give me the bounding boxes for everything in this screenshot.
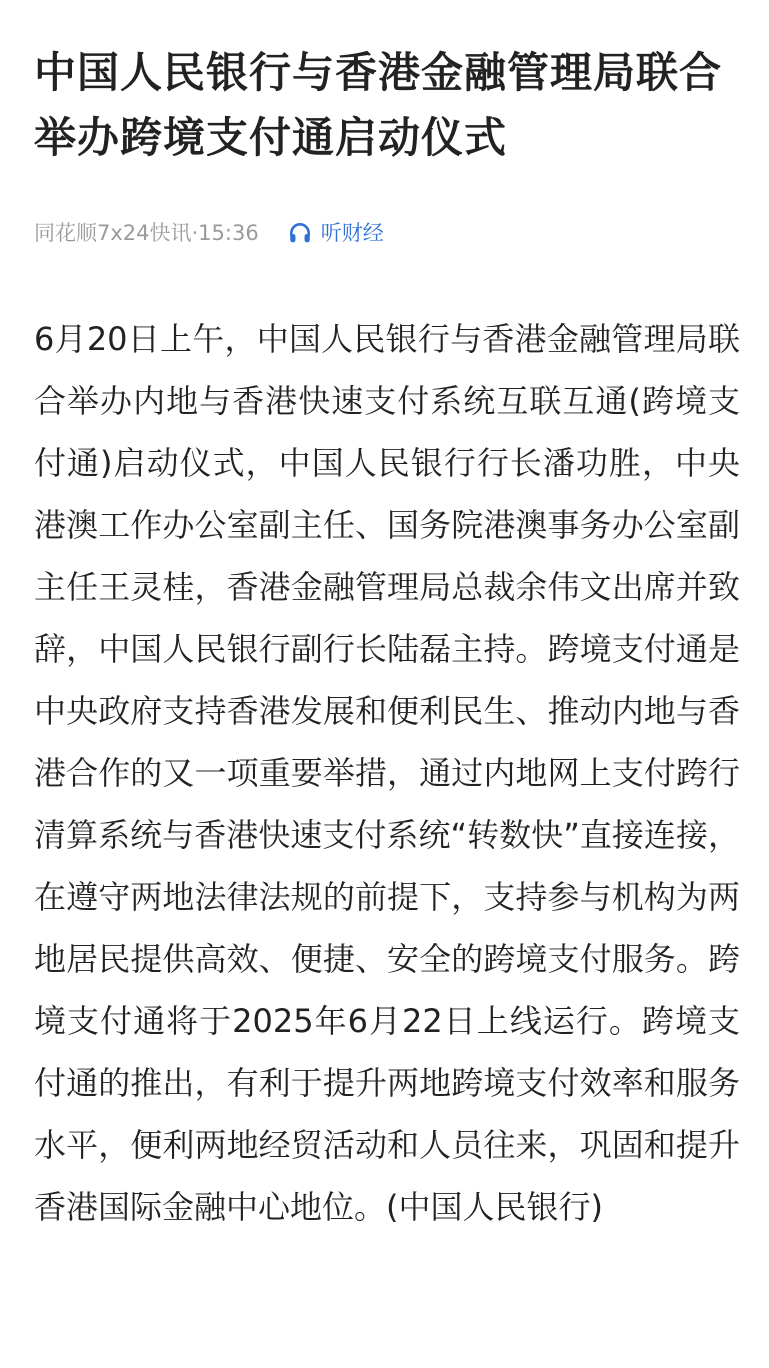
body-paragraph: 6月20日上午，中国人民银行与香港金融管理局联合举办内地与香港快速支付系统互联互通(跨境支付通)启动仪式，中国人民银行行长潘功胜，中央港澳工作办公室副主任、国务院港澳事务办公室副主任王灵桂，香港金融管理局总裁余伟文出席并致辞，中国人民银行副行长陆磊主持。跨境支付通是中央政府支持香港发展和便利民生、推动内地与香港合作的又一项重要举措，通过内地网上支付跨行清算系统与香港快速支付系统“转数快”直接连接，在遵守两地法律法规的前提下，支持参与机构为两地居民提供高效、便捷、安全的跨境支付服务。跨境支付通将于2025年6月22日上线运行。跨境支付通的推出，有利于提升两地跨境支付效率和服务水平，便利两地经贸活动和人员往来，巩固和提升香港国际金融中心地位。 — [34, 320, 740, 1226]
headphones-icon — [287, 220, 313, 246]
body-source: (中国人民银行) — [386, 1188, 603, 1226]
listen-button[interactable] — [287, 218, 384, 248]
article-title: 中国人民银行与香港金融管理局联合举办跨境支付通启动仪式 — [34, 48, 723, 162]
article-meta — [34, 218, 384, 248]
article-body — [34, 308, 740, 1238]
listen-label: 听财经 — [320, 221, 384, 245]
source-time: 同花顺7x24快讯·15:36 — [34, 221, 259, 245]
news-article — [34, 40, 740, 1226]
